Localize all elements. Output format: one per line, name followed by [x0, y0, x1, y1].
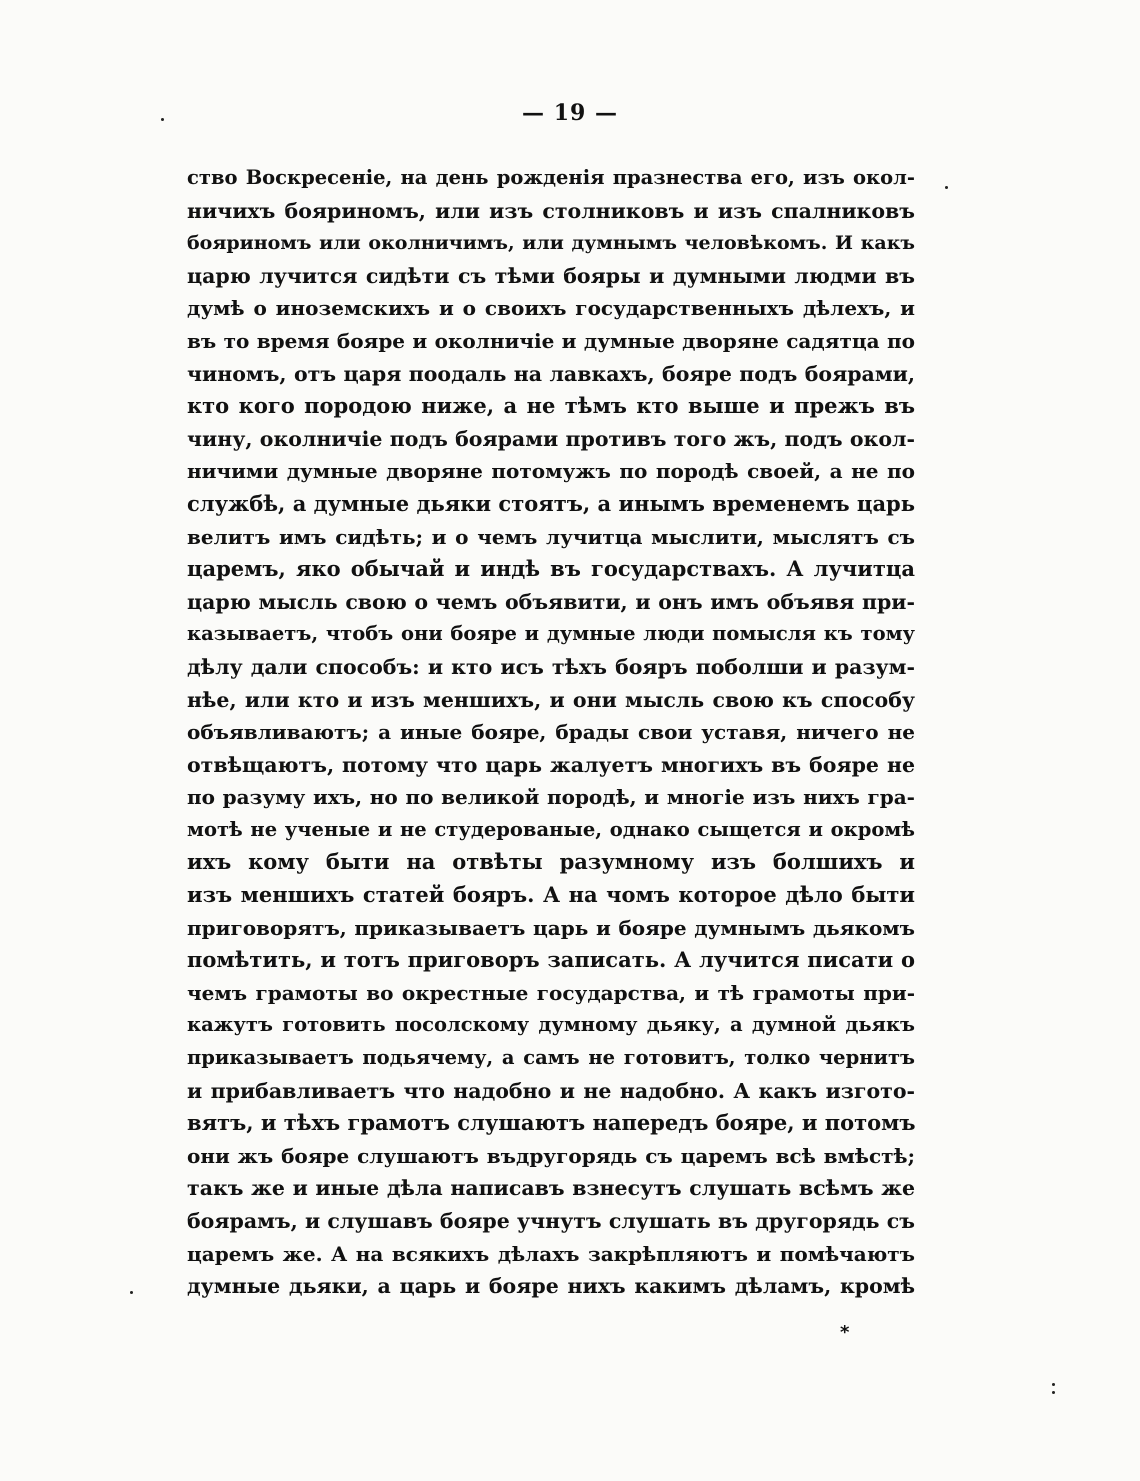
text-line: ничими думные дворяне потомужъ по породѣ своей, а не по: [187, 459, 915, 484]
text-line: ихъ кому быти на отвѣты разумному изъ болшихъ и: [187, 849, 915, 875]
text-line: вятъ, и тѣхъ грамотъ слушаютъ напередъ бояре, и потомъ: [187, 1110, 915, 1136]
scan-speck: [161, 118, 164, 121]
text-line: они жъ бояре слушаютъ въдругорядь съ царемъ всѣ вмѣстѣ;: [187, 1143, 915, 1168]
text-line: отвѣщаютъ, потому что царь жалуетъ многихъ въ бояре не: [187, 752, 915, 777]
body-text: [187, 162, 915, 1303]
text-line: въ то время бояре и околничіе и думные дворяне садятца по: [187, 328, 915, 353]
text-line: царемъ же. А на всякихъ дѣлахъ закрѣпляютъ и помѣчаютъ: [187, 1241, 915, 1266]
scan-speck: [130, 1291, 133, 1294]
text-line: царю лучится сидѣти съ тѣми бояры и думными людми въ: [187, 263, 915, 288]
text-line: мотѣ не ученые и не студерованые, однако сыщется и окромѣ: [187, 817, 915, 841]
text-line: думѣ о иноземскихъ и о своихъ государственныхъ дѣлехъ, и: [187, 296, 915, 321]
text-line: казываетъ, чтобъ они бояре и думные люди помысля къ тому: [187, 622, 915, 646]
text-line: царю мысль свою о чемъ объявити, и онъ имъ объявя при-: [187, 589, 915, 614]
text-line: помѣтить, и тотъ приговоръ записать. А лучится писати о: [187, 947, 915, 973]
text-line: дѣлу дали способъ: и кто исъ тѣхъ бояръ поболши и разум-: [187, 654, 915, 679]
text-line: ничихъ бояриномъ, или изъ столниковъ и изъ спалниковъ: [187, 198, 915, 223]
text-line: бояриномъ или околничимъ, или думнымъ человѣкомъ. И какъ: [187, 232, 915, 255]
text-line: изъ меншихъ статей бояръ. А на чомъ которое дѣло быти: [187, 882, 915, 908]
text-line: царемъ, яко обычай и индѣ въ государствахъ. А лучитца: [187, 556, 915, 582]
page-number: — 19 —: [522, 100, 618, 126]
text-line: приказываетъ подьячему, а самъ не готовитъ, толко чернитъ: [187, 1046, 915, 1070]
scan-speck: [945, 186, 948, 189]
text-line: службѣ, а думные дьяки стоятъ, а инымъ временемъ царь: [187, 490, 915, 516]
scan-speck: [1052, 1383, 1055, 1386]
text-line: чемъ грамоты во окрестные государства, и тѣ грамоты при-: [187, 980, 915, 1005]
text-line: кажутъ готовить посолскому думному дьяку, а думной дьякъ: [187, 1013, 915, 1037]
text-line: чину, околничіе подъ боярами противъ того жъ, подъ окол-: [187, 426, 915, 451]
footer-asterisk: *: [840, 1322, 850, 1343]
text-line: боярамъ, и слушавъ бояре учнутъ слушать въ другорядь съ: [187, 1209, 915, 1233]
scan-speck: [1052, 1391, 1055, 1394]
text-line: думные дьяки, а царь и бояре нихъ какимъ дѣламъ, кромѣ: [187, 1274, 915, 1299]
text-line: и прибавливаетъ что надобно и не надобно. А какъ изгото-: [187, 1078, 915, 1103]
text-line: чиномъ, отъ царя поодаль на лавкахъ, бояре подъ боярами,: [187, 361, 915, 386]
text-line: ство Воскресеніе, на день рожденія празнества его, изъ окол-: [187, 166, 915, 189]
text-line: кто кого породою ниже, а не тѣмъ кто выше и прежъ въ: [187, 393, 915, 419]
text-line: велитъ имъ сидѣть; и о чемъ лучитца мыслити, мыслятъ съ: [187, 524, 915, 549]
text-line: объявливаютъ; а иные бояре, брады свои уставя, ничего не: [187, 720, 915, 745]
text-line: приговорятъ, приказываетъ царь и бояре думнымъ дьякомъ: [187, 915, 915, 940]
text-line: такъ же и иные дѣла написавъ взнесутъ слушать всѣмъ же: [187, 1176, 915, 1201]
text-line: по разуму ихъ, но по великой породѣ, и многіе изъ нихъ гра-: [187, 785, 915, 810]
text-line: нѣе, или кто и изъ меншихъ, и они мысль свою къ способу: [187, 687, 915, 712]
